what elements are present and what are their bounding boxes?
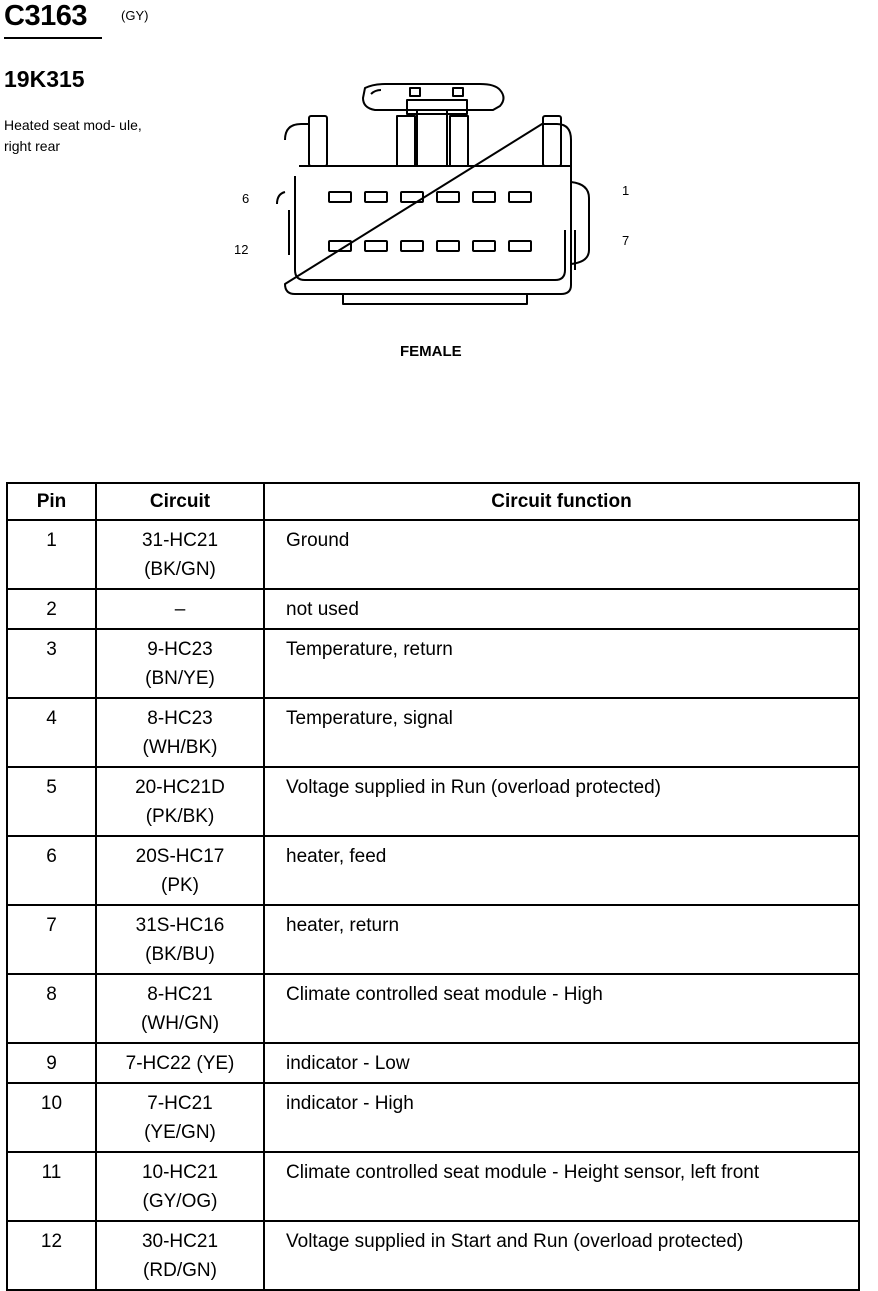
- pin-number: 12: [7, 1221, 96, 1290]
- circuit-function: indicator - Low: [264, 1043, 859, 1083]
- wire-color: (PK): [161, 875, 199, 896]
- header-function: Circuit function: [264, 483, 859, 520]
- circuit-function: Temperature, return: [264, 629, 859, 698]
- circuit-function: Temperature, signal: [264, 698, 859, 767]
- circuit-id: 7-HC22 (YE): [125, 1053, 235, 1074]
- pin-number: 11: [7, 1152, 96, 1221]
- wire-color: (BK/BU): [145, 944, 215, 965]
- table-row: [7, 767, 859, 836]
- pin-cavity-9: [437, 241, 459, 251]
- table-header-row: [7, 483, 859, 520]
- circuit-id: 8-HC21: [147, 984, 213, 1005]
- wire-color: (WH/GN): [140, 1013, 220, 1034]
- table-row: [7, 698, 859, 767]
- table-row: [7, 629, 859, 698]
- pin-label-bottom-right: 7: [622, 233, 630, 248]
- wire-color: (GY/OG): [142, 1191, 218, 1212]
- circuit-function: indicator - High: [264, 1083, 859, 1152]
- pinout-table: [6, 482, 860, 1291]
- connector-id: C3163: [4, 0, 87, 32]
- circuit-cell: [96, 589, 264, 629]
- circuit-id: 31-HC21: [141, 530, 219, 551]
- wire-color: (BK/GN): [144, 559, 216, 580]
- pin-number: 1: [7, 520, 96, 589]
- circuit-cell: [96, 1043, 264, 1083]
- circuit-id: 20S-HC17: [135, 846, 225, 867]
- circuit-cell: [96, 1152, 264, 1221]
- pin-number: 4: [7, 698, 96, 767]
- part-number: 19K315: [4, 66, 85, 92]
- pin-label-top-right: 1: [622, 183, 630, 198]
- header-circuit: Circuit: [96, 483, 264, 520]
- pin-cavity-1: [509, 192, 531, 202]
- connector-color: (GY): [121, 8, 149, 23]
- pin-number: 10: [7, 1083, 96, 1152]
- component-description: Heated seat mod- ule, right rear: [4, 117, 142, 154]
- circuit-cell: [96, 836, 264, 905]
- circuit-function: Voltage supplied in Start and Run (overload protected): [264, 1221, 859, 1290]
- circuit-cell: [96, 974, 264, 1043]
- pin-number: 9: [7, 1043, 96, 1083]
- wire-color: (BN/YE): [145, 668, 215, 689]
- circuit-id: –: [174, 599, 186, 620]
- circuit-cell: [96, 629, 264, 698]
- title-underline: [4, 37, 102, 39]
- circuit-cell: [96, 767, 264, 836]
- table-row: [7, 974, 859, 1043]
- table-row: [7, 905, 859, 974]
- circuit-id: 10-HC21: [141, 1162, 219, 1183]
- circuit-cell: [96, 520, 264, 589]
- circuit-id: 20-HC21D: [135, 777, 225, 798]
- wire-color: (WH/BK): [142, 737, 218, 758]
- pin-label-bottom-left: 12: [234, 242, 249, 257]
- table-row: [7, 1152, 859, 1221]
- circuit-cell: [96, 698, 264, 767]
- pin-cavity-3: [437, 192, 459, 202]
- pinout-rows: [7, 520, 859, 1290]
- circuit-id: 7-HC21: [147, 1093, 213, 1114]
- circuit-id: 8-HC23: [147, 708, 213, 729]
- circuit-cell: [96, 905, 264, 974]
- pin-number: 2: [7, 589, 96, 629]
- circuit-function: heater, return: [264, 905, 859, 974]
- connector-face-diagram: [275, 80, 615, 310]
- pin-cavity-7: [509, 241, 531, 251]
- pin-cavity-5: [365, 192, 387, 202]
- circuit-function: Climate controlled seat module - Height sensor, left front: [264, 1152, 859, 1221]
- circuit-id: 30-HC21: [141, 1231, 219, 1252]
- circuit-cell: [96, 1083, 264, 1152]
- pin-cavity-2: [473, 192, 495, 202]
- pin-number: 7: [7, 905, 96, 974]
- pin-number: 8: [7, 974, 96, 1043]
- circuit-function: heater, feed: [264, 836, 859, 905]
- pin-cavity-6: [329, 192, 351, 202]
- table-row: [7, 1043, 859, 1083]
- pin-number: 3: [7, 629, 96, 698]
- wire-color: (PK/BK): [145, 806, 215, 827]
- circuit-function: Ground: [264, 520, 859, 589]
- circuit-id: 31S-HC16: [135, 915, 225, 936]
- circuit-function: Climate controlled seat module - High: [264, 974, 859, 1043]
- table-row: [7, 836, 859, 905]
- pin-label-top-left: 6: [242, 191, 250, 206]
- pin-row-bottom: [329, 241, 531, 251]
- pin-cavity-8: [473, 241, 495, 251]
- latch-outline: [363, 84, 504, 110]
- wire-color: (RD/GN): [143, 1260, 217, 1281]
- header-pin: Pin: [7, 483, 96, 520]
- circuit-id: 9-HC23: [147, 639, 213, 660]
- circuit-function: not used: [264, 589, 859, 629]
- table-row: [7, 520, 859, 589]
- circuit-function: Voltage supplied in Run (overload protected): [264, 767, 859, 836]
- pin-cavity-11: [365, 241, 387, 251]
- connector-gender: FEMALE: [400, 343, 462, 360]
- pin-number: 5: [7, 767, 96, 836]
- wire-color: (YE/GN): [144, 1122, 216, 1143]
- pin-cavity-10: [401, 241, 423, 251]
- table-row: [7, 589, 859, 629]
- pin-number: 6: [7, 836, 96, 905]
- table-row: [7, 1083, 859, 1152]
